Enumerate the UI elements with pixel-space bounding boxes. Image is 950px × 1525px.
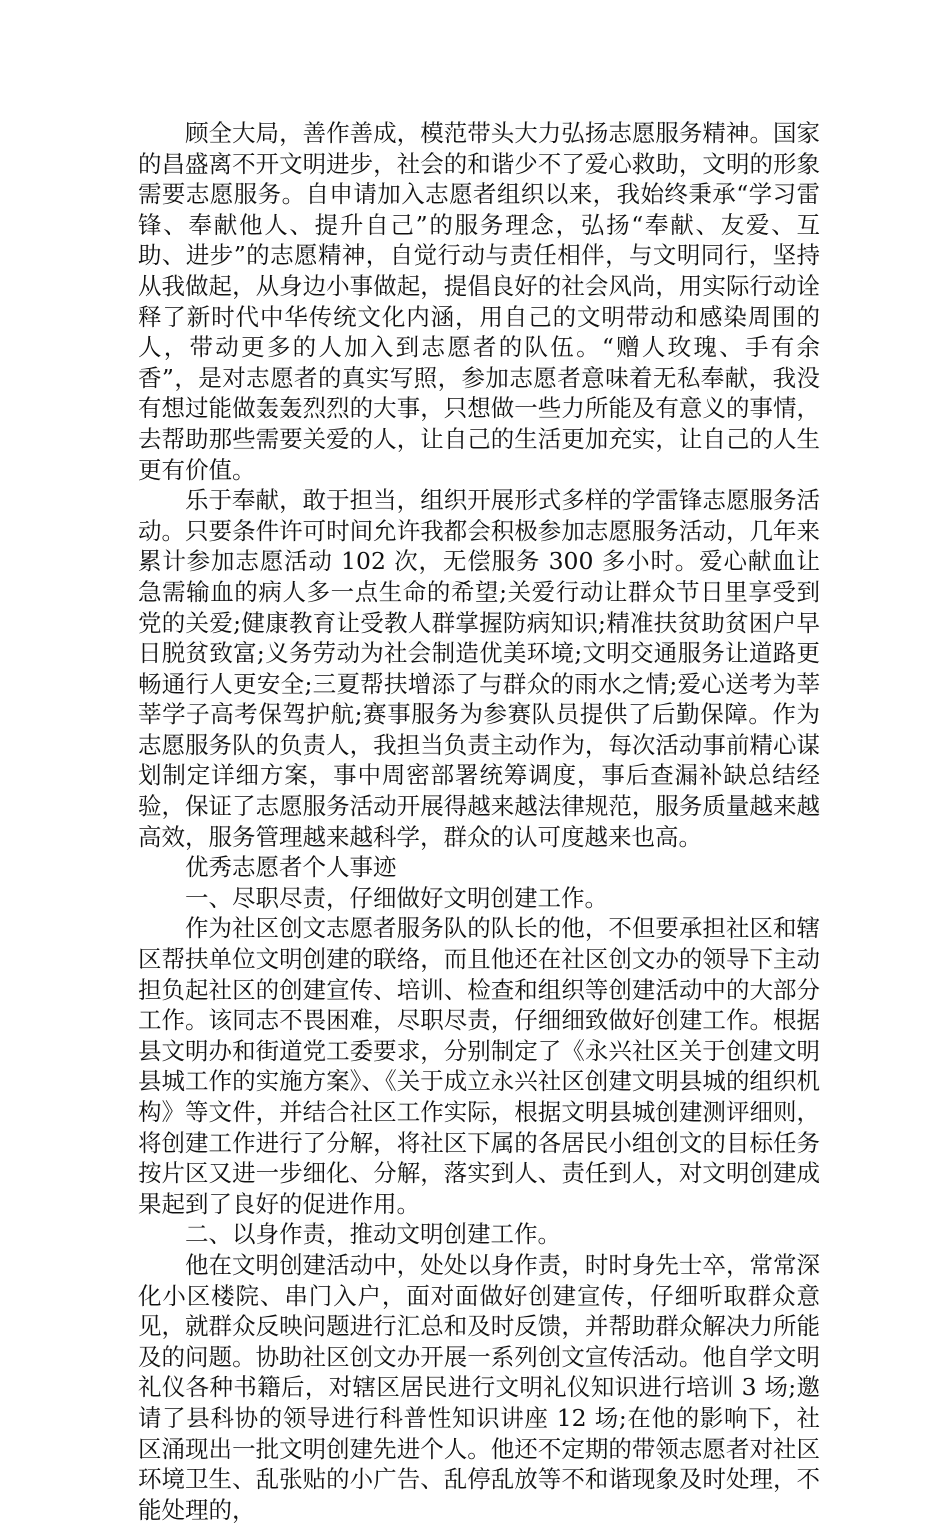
paragraph-dedication: 乐于奉献，敢于担当，组织开展形式多样的学雷锋志愿服务活动。只要条件许可时间允许我都会积极参加志愿服务活动，几年来累计参加志愿活动 102 次，无偿服务 300 多小时。爱心献血让急需输血的病人多一点生命的希望;关爱行动让群众节日里享受到党的关爱;健康教育让受教人群掌握防病知识;精准扶贫助贫困户早日脱贫致富;义务劳动为社会制造优美环境;文明交通服务让道路更畅通行人更安全;三夏帮扶增添了与群众的雨水之情;爱心送考为莘莘学子高考保驾护航;赛事服务为参赛队员提供了后勤保障。作为志愿服务队的负责人，我担当负责主动作为，每次活动事前精心谋划制定详细方案，事中周密部署统筹调度，事后查漏补缺总结经验，保证了志愿服务活动开展得越来越法律规范，服务质量越来越高效，服务管理越来越科学，群众的认可度越来也高。 [138,486,820,851]
heading-two: 二、以身作责，推动文明创建工作。 [185,1220,561,1249]
section-title: 优秀志愿者个人事迹 [185,853,397,882]
paragraph-example: 他在文明创建活动中，处处以身作责，时时身先士卒，常常深化小区楼院、串门入户，面对面做好创建宣传，仔细听取群众意见，就群众反映问题进行汇总和及时反馈，并帮助群众解决力所能及的问题。协助社区创文办开展一系列创文宣传活动。他自学文明礼仪各种书籍后，对辖区居民进行文明礼仪知识进行培训 3 场;邀请了县科协的领导进行科普性知识讲座 12 场;在他的影响下，社区涌现出一批文明创建先进个人。他还不定期的带领志愿者对社区环境卫生、乱张贴的小广告、乱停乱放等不和谐现象及时处理，不能处理的， [138,1250,820,1524]
heading-one: 一、尽职尽责，仔细做好文明创建工作。 [185,883,608,912]
paragraph-intro: 顾全大局，善作善成，模范带头大力弘扬志愿服务精神。国家的昌盛离不开文明进步，社会的和谐少不了爱心救助，文明的形象需要志愿服务。自申请加入志愿者组织以来，我始终秉承“学习雷锋、奉献他人、提升自己”的服务理念，弘扬“奉献、友爱、互助、进步”的志愿精神，自觉行动与责任相伴，与文明同行，坚持从我做起，从身边小事做起，提倡良好的社会风尚，用实际行动诠释了新时代中华传统文化内涵，用自己的文明带动和感染周围的人，带动更多的人加入到志愿者的队伍。“赠人玫瑰、手有余香”，是对志愿者的真实写照，参加志愿者意味着无私奉献，我没有想过能做轰轰烈烈的大事，只想做一些力所能及有意义的事情，去帮助那些需要关爱的人，让自己的生活更加充实，让自己的人生更有价值。 [138,119,820,484]
paragraph-duty: 作为社区创文志愿者服务队的队长的他，不但要承担社区和辖区帮扶单位文明创建的联络，而且他还在社区创文办的领导下主动担负起社区的创建宣传、培训、检查和组织等创建活动中的大部分工作。该同志不畏困难，尽职尽责，仔细细致做好创建工作。根据县文明办和街道党工委要求，分别制定了《永兴社区关于创建文明县城工作的实施方案》、《关于成立永兴社区创建文明县城的组织机构》等文件，并结合社区工作实际，根据文明县城创建测评细则，将创建工作进行了分解，将社区下属的各居民小组创文的目标任务按片区又进一步细化、分解，落实到人、责任到人，对文明创建成果起到了良好的促进作用。 [138,914,820,1218]
document-body [138,118,820,1525]
